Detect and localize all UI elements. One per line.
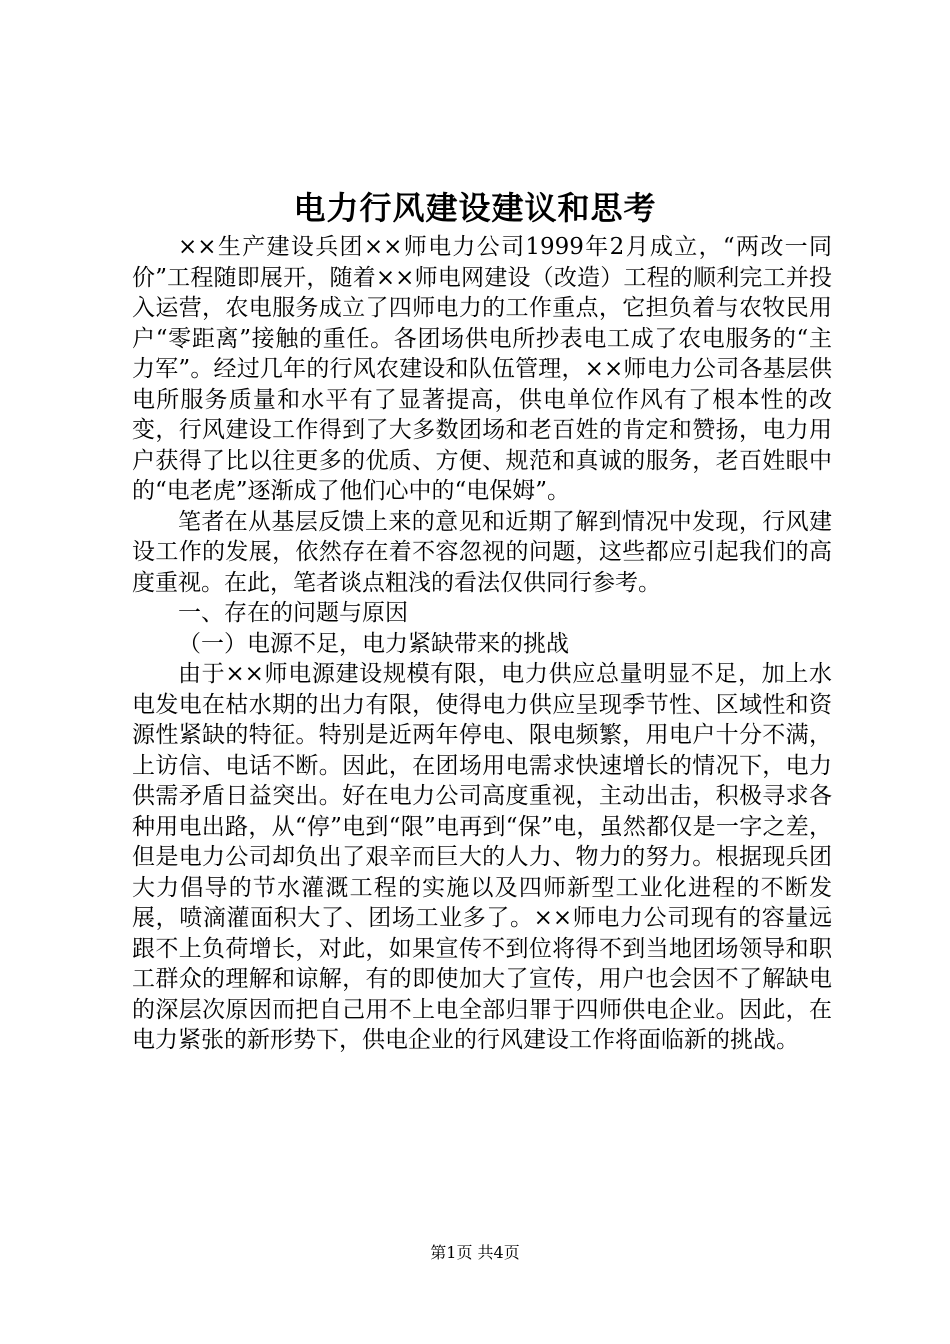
section-heading-problems: 一、存在的问题与原因 [178, 600, 408, 626]
document-body [132, 232, 832, 1056]
document-title: 电力行风建设建议和思考 [293, 189, 657, 227]
page-footer: 第1页 共4页 [430, 1243, 520, 1262]
paragraph-intro: ××生产建设兵团××师电力公司1999年2月成立，“两改一同价”工程随即展开，随着××师电网建设（改造）工程的顺利完工并投入运营，农电服务成立了四师电力的工作重点，它担负着与农牧民用户“零距离”接触的重任。各团场供电所抄表电工成了农电服务的“主力军”。经过几年的行风农建设和队伍管理，××师电力公司各基层供电所服务质量和水平有了显著提高，供电单位作风有了根本性的改变，行风建设工作得到了大多数团场和老百姓的肯定和赞扬，电力用户获得了比以往更多的优质、方便、规范和真诚的服务，老百姓眼中的“电老虎”逐渐成了他们心中的“电保姆”。 [132, 234, 832, 504]
paragraph-power-shortage: 由于××师电源建设规模有限，电力供应总量明显不足，加上水电发电在枯水期的出力有限，使得电力供应呈现季节性、区域性和资源性紧缺的特征。特别是近两年停电、限电频繁，用电户十分不满，上访信、电话不断。因此，在团场用电需求快速增长的情况下，电力供需矛盾日益突出。好在电力公司高度重视，主动出击，积极寻求各种用电出路，从“停”电到“限”电再到“保”电，虽然都仅是一字之差，但是电力公司却负出了艰辛而巨大的人力、物力的努力。根据现兵团大力倡导的节水灌溉工程的实施以及四师新型工业化进程的不断发展，喷滴灌面积大了、团场工业多了。××师电力公司现有的容量远跟不上负荷增长，对此，如果宣传不到位将得不到当地团场领导和职工群众的理解和谅解，有的即使加大了宣传，用户也会因不了解缺电的深层次原因而把自己用不上电全部归罪于四师供电企业。因此，在电力紧张的新形势下，供电企业的行风建设工作将面临新的挑战。 [132, 661, 832, 1053]
paragraph-author-view: 笔者在从基层反馈上来的意见和近期了解到情况中发现，行风建设工作的发展，依然存在着不容忽视的问题，这些都应引起我们的高度重视。在此，笔者谈点粗浅的看法仅供同行参考。 [132, 508, 832, 596]
subsection-heading-power-shortage: （一）电源不足，电力紧缺带来的挑战 [178, 630, 569, 657]
